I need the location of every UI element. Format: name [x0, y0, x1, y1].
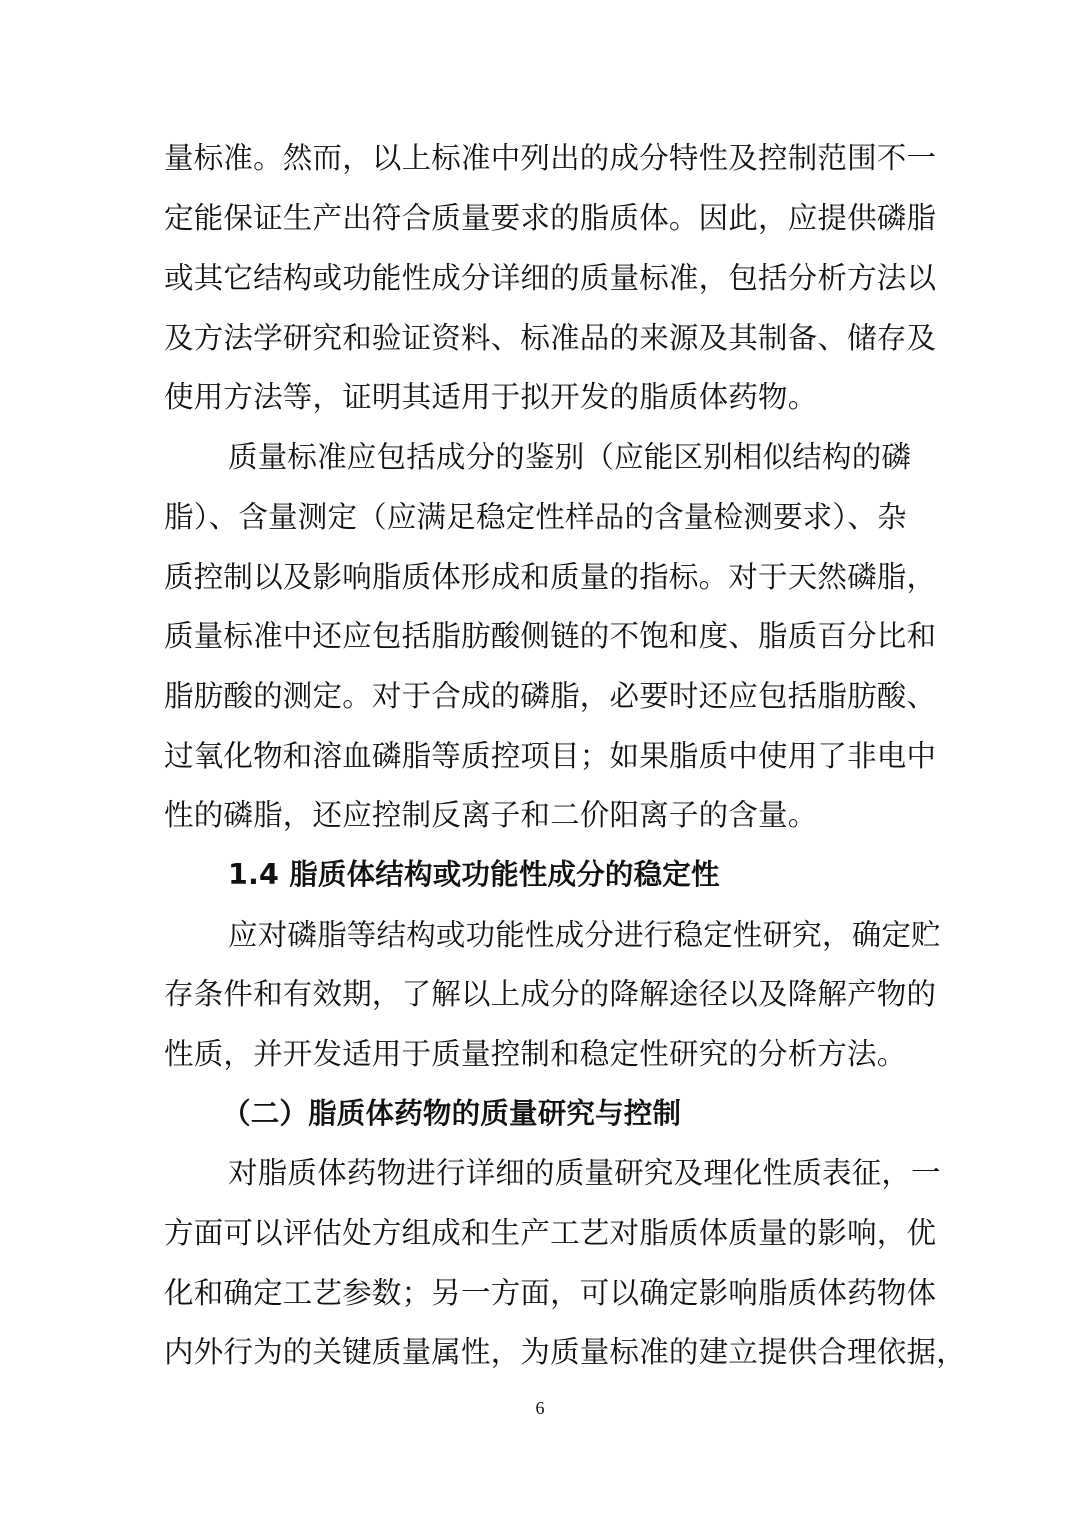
body-line: 或其它结构或功能性成分详细的质量标准，包括分析方法以	[164, 261, 937, 295]
body-line: 过氧化物和溶血磷脂等质控项目；如果脂质中使用了非电中	[164, 739, 937, 773]
body-line: 定能保证生产出符合质量要求的脂质体。因此，应提供磷脂	[164, 201, 937, 235]
body-line: 质量标准中还应包括脂肪酸侧链的不饱和度、脂质百分比和	[164, 619, 937, 653]
paragraph-start-line: 质量标准应包括成分的鉴别（应能区别相似结构的磷	[228, 440, 912, 474]
body-line: 内外行为的关键质量属性，为质量标准的建立提供合理依据，	[164, 1335, 966, 1369]
body-line: 及方法学研究和验证资料、标准品的来源及其制备、储存及	[164, 321, 937, 355]
body-line: 脂）、含量测定（应满足稳定性样品的含量检测要求）、杂	[164, 500, 907, 534]
body-line: 化和确定工艺参数；另一方面，可以确定影响脂质体药物体	[164, 1276, 937, 1310]
section-heading: 1.4 脂质体结构或功能性成分的稳定性	[228, 858, 720, 891]
page-number: 6	[535, 1398, 545, 1418]
paragraph-start-line: 对脂质体药物进行详细的质量研究及理化性质表征，一	[228, 1156, 941, 1190]
body-line: 质控制以及影响脂质体形成和质量的指标。对于天然磷脂，	[164, 560, 937, 594]
body-line: 方面可以评估处方组成和生产工艺对脂质体质量的影响，优	[164, 1216, 937, 1250]
body-line: 使用方法等，证明其适用于拟开发的脂质体药物。	[164, 380, 818, 414]
body-line: 性的磷脂，还应控制反离子和二价阳离子的含量。	[164, 798, 818, 832]
paragraph-start-line: 应对磷脂等结构或功能性成分进行稳定性研究，确定贮	[228, 918, 941, 952]
body-line: 量标准。然而，以上标准中列出的成分特性及控制范围不一	[164, 141, 937, 175]
section-heading: （二）脂质体药物的质量研究与控制	[222, 1097, 682, 1130]
body-line: 性质，并开发适用于质量控制和稳定性研究的分析方法。	[164, 1037, 907, 1071]
body-line: 存条件和有效期，了解以上成分的降解途径以及降解产物的	[164, 977, 937, 1011]
body-line: 脂肪酸的测定。对于合成的磷脂，必要时还应包括脂肪酸、	[164, 679, 937, 713]
